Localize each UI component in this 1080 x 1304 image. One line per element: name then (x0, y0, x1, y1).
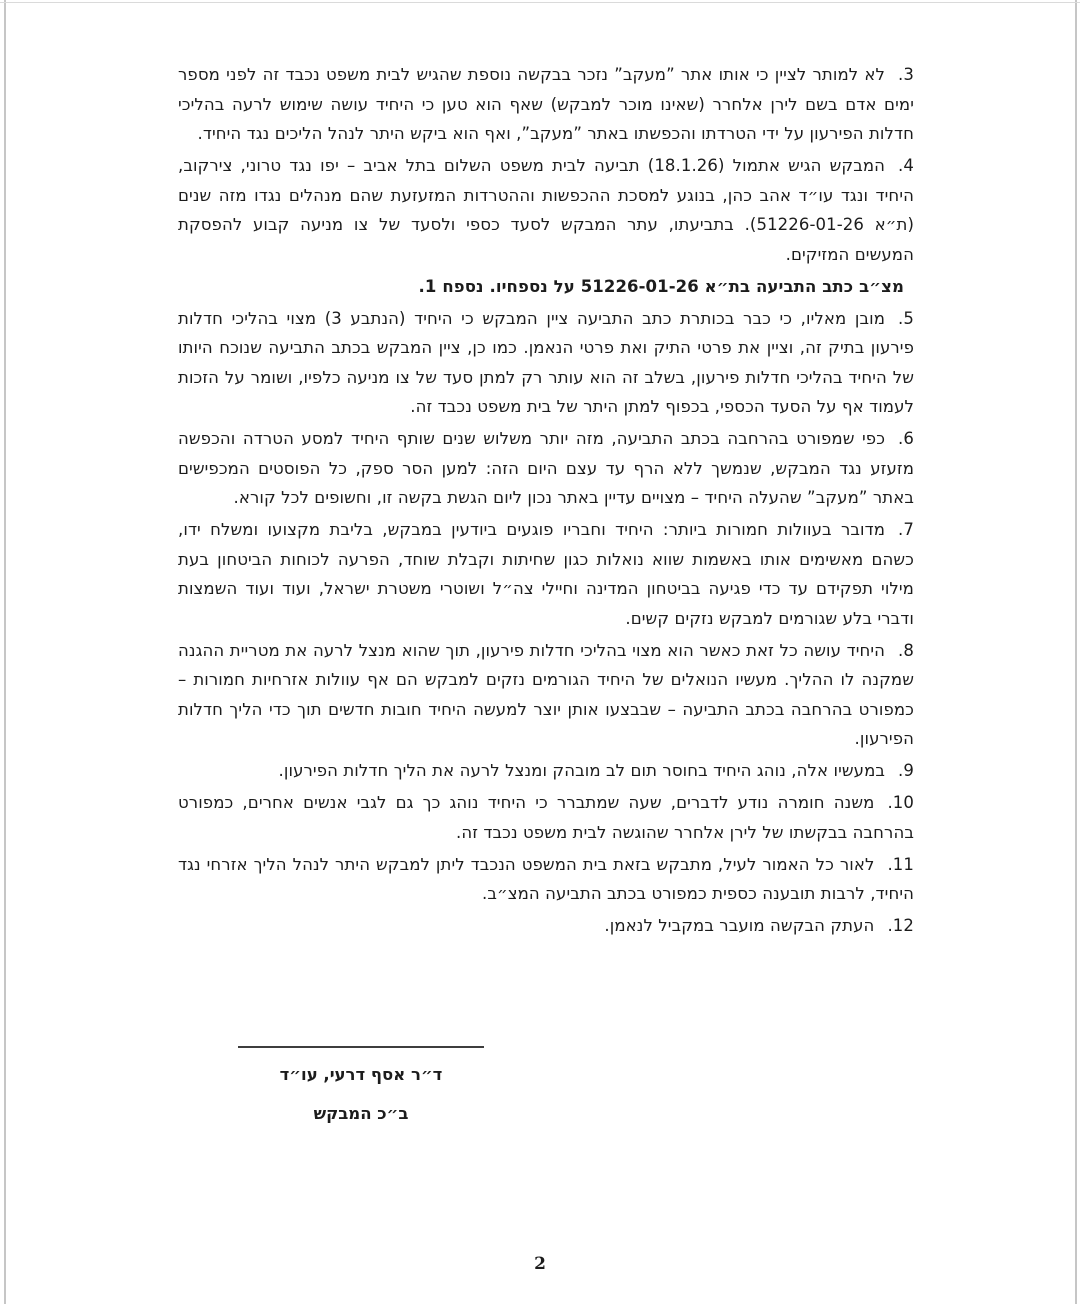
list-item-9 (178, 756, 914, 786)
list-item-12 (178, 911, 914, 941)
signatory-name: ד״ר אסף דרעי, עו״ד (279, 1065, 443, 1084)
list-item-11 (178, 850, 914, 909)
item-number: 10. (887, 793, 914, 812)
item-text: לא למותר לציין כי אותו אתר ”מעקב” נזכר בבקשה נוספת שהגיש לבית משפט נכבד זה לפני מספר ימים אדם בשם לירן אלחרר (שאינו מוכר למבקש) שאף הוא טען כי היחיד עושה שימוש לרעה בהליכי חדלות הפירעון על ידי הטרדתו והכפשתו באתר ”מעקב”, ואף הוא ביקש היתר לנהל הליכים נגד היחיד. (178, 65, 914, 143)
signature-block (238, 1046, 484, 1123)
item-number: 7. (898, 520, 914, 539)
item-number: 8. (898, 640, 914, 660)
item-text: היחיד עושה כל זאת כאשר הוא מצוי בהליכי חדלות פירעון, תוך שהוא מנצל לרעה את מטריית ההגנה שמקנה לו ההליך. מעשיו הנואלים של היחיד הגורמים נזקים למבקש הם אף עוולות אזרחיות חמורות – כמפורט בהרחבה בכתב התביעה – שבבצעו אותן יוצר למעשה היחיד חובות חדשים תוך כדי הליך חדלות הפירעון. (178, 640, 914, 748)
item-text: מובן מאליו, כי כבר בכותרת כתב התביעה ציין המבקש כי היחיד (הנתבע 3) מצוי בהליכי חדלות פירעון בתיק זה, וציין את פרטי התיק ואת פרטי הנאמן. כמו כן, ציין המבקש בכתב התביעה שנוכח היותו של היחיד בהליכי חדלות פירעון, בשלב זה הוא עותר רק למתן סעד של צו מניעה כלפיו, ושומר על הזכות לעמוד אף על הסעד הכספי, בכפוף למתן היתר של בית משפט נכבד זה. (178, 308, 914, 416)
item-text: לאור כל האמור לעיל, מתבקש בזאת בית המשפט הנכבד ליתן למבקש היתר לנהל הליך אזרחי נגד היחיד, לרבות תובענה כספית כמפורט בכתב התביעה המצ״ב. (178, 854, 914, 903)
page-border-right (1075, 0, 1077, 1304)
document-body (178, 60, 914, 943)
list-item-4 (178, 151, 914, 269)
list-item-3 (178, 60, 914, 149)
list-item-5 (178, 304, 914, 422)
item-number: 11. (887, 854, 914, 874)
signatory-role: ב״כ המבקש (313, 1104, 409, 1123)
item-text: המבקש הגיש אתמול (18.1.26) תביעה לבית משפט השלום בתל אביב – יפו נגד טרוני, צירקוב, היחיד ונגד עו״ד אהב כהן, בנוגע למסכת ההכפשות וההטרדות המזעזעת שהם מנהלים נגדו מזה שנים (ת״א 51226-01-26). בתביעתו, עתר המבקש לסעד כספי ולסעד של צו מניעה קבוע להפסקת המעשים המזיקים. (178, 156, 914, 264)
page-border-top (0, 2, 1080, 3)
item-number: 5. (898, 308, 914, 328)
item-number: 3. (898, 65, 914, 84)
list-item-10 (178, 788, 914, 847)
list-item-8 (178, 636, 914, 754)
page-border-left (4, 0, 6, 1304)
list-item-6 (178, 424, 914, 513)
item-text: במעשיו אלה, נוהג היחיד בחוסר תום לב מובהק ומנצל לרעה את הליך חדלות הפירעון. (278, 761, 886, 780)
item-number: 9. (898, 761, 914, 780)
item-text: מדובר בעוולות חמורות ביותר: היחיד וחבריו פוגעים ביודעין במבקש, בליבת מקצועו ומשלח ידו, כשהם מאשימים אותו באשמות שווא נואלות כגון שחיתות וקבלת שוחד, הפרעה לכוחות הביטחון בעת מילוי תפקידם עד כדי פגיעה בביטחון המדינה וחיילי צה״ל ושוטרי משטרת ישראל, ועוד ועוד השמצות ודברי בלע שגורמים למבקש נזקים קשים. (178, 520, 914, 628)
item-text: העתק הבקשה מועבר במקביל לנאמן. (604, 916, 875, 935)
attachment-note: מצ״ב כתב התביעה בת״א 51226-01-26 על נספחיו. נספח 1. (418, 276, 904, 296)
item-text: משנה חומרה נודע לדברים, שעה שמתברר כי היחיד נוהג כך גם לגבי אנשים אחרים, כמפורט בהרחבה בבקשתו של לירן אלחרר שהוגשה לבית משפט נכבד זה. (178, 793, 914, 842)
item-number: 12. (887, 916, 914, 935)
item-number: 4. (898, 156, 914, 175)
item-number: 6. (898, 429, 914, 448)
signature-line (238, 1046, 484, 1048)
list-item-7 (178, 515, 914, 633)
item-text: כפי שמפורט בהרחבה בכתב התביעה, מזה יותר משלוש שנים שותף היחיד למסע הטרדה והכפשה מזעזע נגד המבקש, שנמשך ללא הרף עד עצם היום הזה: למען הסר ספק, כל הפוסטים המכפישים באתר ”מעקב” שהעלה היחיד – מצויים עדיין באתר נכון ליום הגשת בקשה זו, וחשופים לכל קורא. (178, 429, 914, 507)
page-number: 2 (534, 1254, 546, 1274)
